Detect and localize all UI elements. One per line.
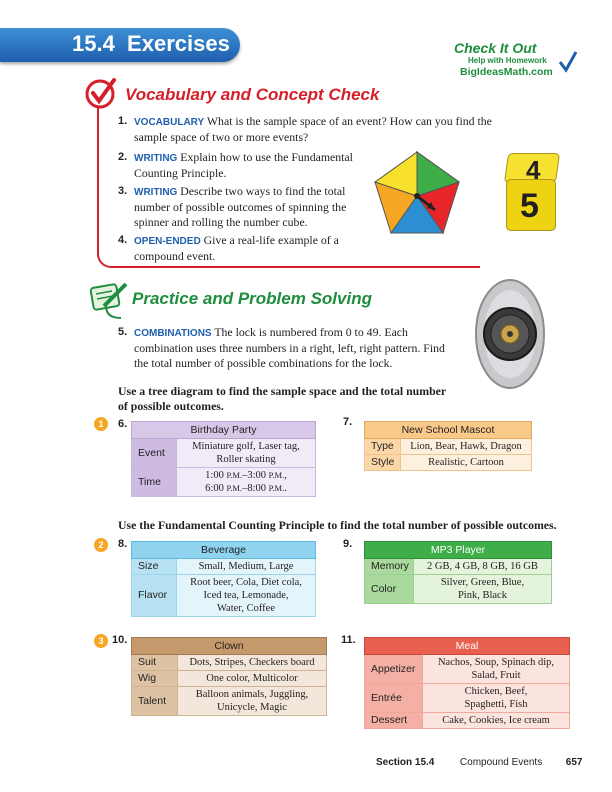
exercise-number: 2.	[118, 151, 128, 163]
logo-line-3: BigIdeasMath.com	[460, 66, 553, 78]
table-row	[132, 671, 327, 687]
example-marker-1: 1	[94, 417, 108, 431]
table-row	[365, 455, 532, 471]
table-title: Meal	[365, 638, 570, 655]
row-label: Memory	[365, 559, 414, 575]
vocab-heading: Vocabulary and Concept Check	[125, 85, 380, 104]
cell-line: Salad, Fruit	[471, 670, 521, 681]
exercise-4	[118, 233, 368, 264]
table-title: Beverage	[132, 542, 316, 559]
cell-line: Silver, Green, Blue,	[440, 577, 525, 588]
row-label: Size	[132, 559, 177, 575]
page-number: 657	[565, 757, 583, 768]
practice-line	[103, 306, 123, 320]
cell-line: Miniature golf, Laser tag,	[192, 441, 300, 452]
cell-line: Spaghetti, Fish	[464, 699, 528, 710]
cell-value: One color, Multicolor	[178, 671, 327, 687]
exercise-number: 4.	[118, 234, 128, 246]
row-label: Type	[365, 439, 401, 455]
pentagon-spinner	[368, 148, 466, 242]
table-title: New School Mascot	[365, 422, 532, 439]
exercise-2	[118, 150, 368, 181]
exercise-text: Explain how to use the Fundamental Counting Principle.	[134, 150, 353, 180]
row-label: Suit	[132, 655, 178, 671]
exercise-7-number: 7.	[343, 416, 353, 428]
table-row	[132, 575, 316, 617]
cell-line: Chicken, Beef,	[464, 686, 528, 697]
table-row	[132, 559, 316, 575]
exercise-8-number: 8.	[118, 538, 128, 550]
table-row	[132, 439, 316, 468]
exercise-6-number: 6.	[118, 418, 128, 430]
cell-line: Water, Coffee	[216, 603, 275, 614]
exercise-9-number: 9.	[343, 538, 353, 550]
cell-line: Root beer, Cola, Diet cola,	[190, 577, 302, 588]
keyword: VOCABULARY	[134, 117, 205, 128]
table-row	[365, 655, 570, 684]
cell-value: Lion, Bear, Hawk, Dragon	[401, 439, 532, 455]
table-beverage	[131, 541, 316, 617]
table-row	[132, 655, 327, 671]
keyword: COMBINATIONS	[134, 328, 212, 339]
check-it-out-logo[interactable]	[446, 40, 582, 86]
row-label: Entrée	[365, 684, 423, 713]
table-title: Clown	[132, 638, 327, 655]
exercise-text: Give a real-life example of a compound event.	[134, 233, 339, 263]
table-row	[365, 713, 570, 729]
table-row	[132, 687, 327, 716]
cell-value: Realistic, Cartoon	[401, 455, 532, 471]
table-clown	[131, 637, 327, 716]
cell-value: Cake, Cookies, Ice cream	[423, 713, 570, 729]
exercise-11-number: 11.	[341, 634, 356, 646]
keyword: WRITING	[134, 187, 178, 198]
table-row	[132, 468, 316, 497]
table-mp3-player	[364, 541, 552, 604]
table-row	[365, 684, 570, 713]
cube-front-number: 5	[520, 187, 539, 225]
cell-value: Dots, Stripes, Checkers board	[178, 655, 327, 671]
table-row	[365, 575, 552, 604]
page-footer	[376, 757, 582, 768]
exercise-10-number: 10.	[112, 634, 128, 646]
exercise-number: 5.	[118, 326, 128, 338]
keyword: OPEN-ENDED	[134, 236, 201, 247]
cell-line: Balloon animals, Juggling,	[195, 689, 309, 700]
cell-value: Small, Medium, Large	[177, 559, 316, 575]
cell-line: Pink, Black	[457, 590, 507, 601]
logo-line-2: Help with Homework	[468, 56, 547, 65]
table-school-mascot	[364, 421, 532, 471]
cell-value: 2 GB, 4 GB, 8 GB, 16 GB	[413, 559, 551, 575]
example-marker-2: 2	[94, 538, 108, 552]
check-circle-icon	[84, 76, 118, 110]
row-label: Event	[132, 439, 177, 468]
number-cube	[502, 153, 560, 233]
exercise-3	[118, 184, 363, 230]
exercise-5	[118, 325, 458, 371]
checkmark-icon	[558, 50, 578, 74]
row-label: Dessert	[365, 713, 423, 729]
footer-title: Compound Events	[459, 757, 543, 768]
cell-time: 1:00 P.M.–3:00 P.M., 6:00 P.M.–8:00 P.M..	[177, 468, 316, 497]
table-meal	[364, 637, 570, 729]
row-label: Talent	[132, 687, 178, 716]
exercise-text: The lock is numbered from 0 to 49. Each combination uses three numbers in a right, left, right pattern. Find the total number of possible combinations for the lock.	[134, 325, 445, 370]
page-title: 15.4 Exercises	[72, 31, 230, 56]
cell-line: Nachos, Soup, Spinach dip,	[437, 657, 555, 668]
table-birthday-party	[131, 421, 316, 497]
footer-section: Section 15.4	[376, 757, 435, 768]
exercise-text: What is the sample space of an event? How can you find the sample space of two or more events?	[134, 114, 492, 144]
logo-line-1: Check It Out	[454, 40, 537, 56]
instruction-tree-diagram: Use a tree diagram to find the sample space and the total number of possible outcomes.	[118, 384, 446, 413]
cell-line: Unicycle, Magic	[217, 702, 287, 713]
exercise-number: 3.	[118, 185, 128, 197]
table-title: MP3 Player	[365, 542, 552, 559]
row-label: Style	[365, 455, 401, 471]
combination-lock	[460, 276, 560, 392]
row-label: Time	[132, 468, 177, 497]
example-marker-3: 3	[94, 634, 108, 648]
table-row	[365, 559, 552, 575]
row-label: Wig	[132, 671, 178, 687]
cube-top-number: 4	[526, 155, 541, 185]
keyword: WRITING	[134, 153, 178, 164]
instruction-counting-principle: Use the Fundamental Counting Principle to find the total number of possible outcomes.	[118, 518, 557, 532]
row-label: Appetizer	[365, 655, 423, 684]
table-title: Birthday Party	[132, 422, 316, 439]
exercise-number: 1.	[118, 115, 128, 127]
cell-line: Roller skating	[216, 454, 276, 465]
row-label: Color	[365, 575, 414, 604]
row-label: Flavor	[132, 575, 177, 617]
cell-line: Iced tea, Lemonade,	[203, 590, 289, 601]
table-row	[365, 439, 532, 455]
exercise-text: Describe two ways to find the total number of possible outcomes of spinning the spinner and rolling the number cube.	[134, 184, 347, 229]
exercise-1	[118, 114, 508, 145]
practice-heading: Practice and Problem Solving	[132, 289, 372, 308]
